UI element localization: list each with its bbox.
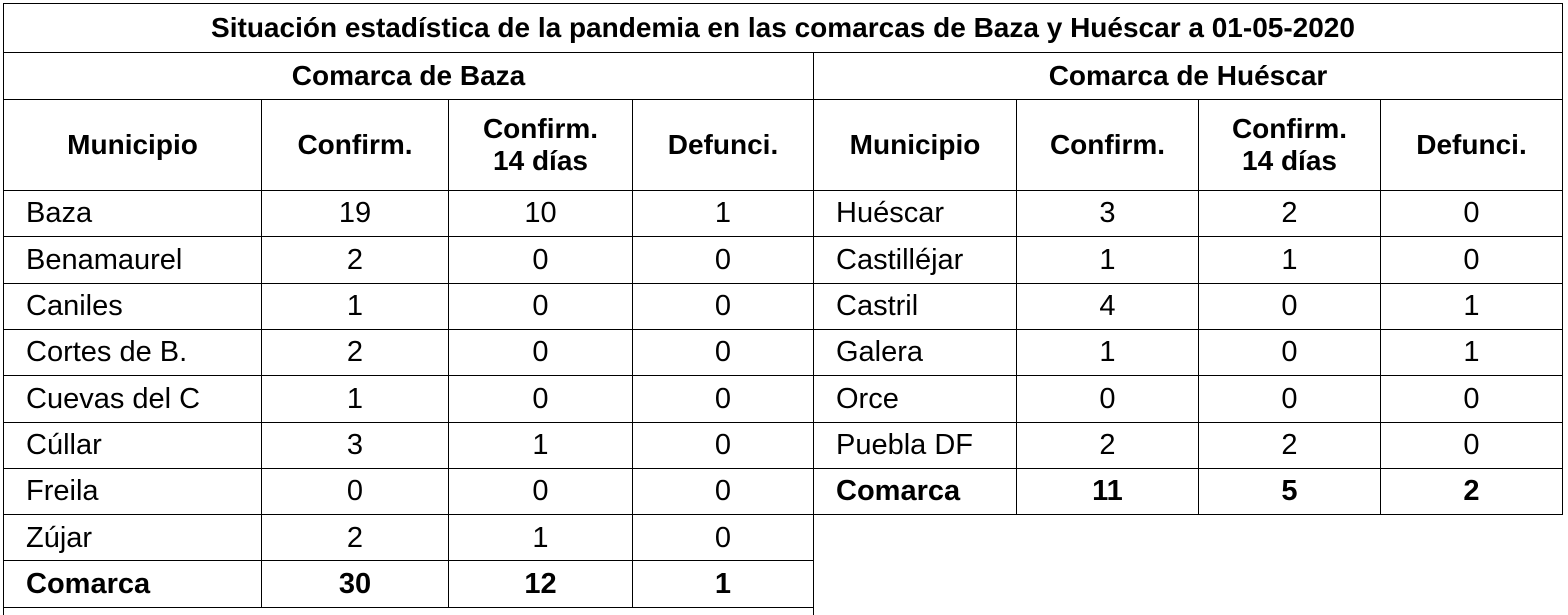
huescar-cell-defunci: 0: [1463, 428, 1480, 461]
baza-row-line: [3, 375, 814, 376]
huescar-row-line: [813, 236, 1563, 237]
baza-cell-defunci: 0: [714, 336, 732, 369]
huescar-cell-defunci: 1: [1463, 290, 1480, 323]
baza-cell-confirm14: 0: [532, 336, 549, 369]
baza-cell-defunci: 0: [714, 428, 732, 461]
baza-cell-defunci: 0: [714, 521, 732, 554]
baza-col-line: [448, 99, 449, 608]
baza-cell-municipio: Cúllar: [26, 428, 102, 461]
huescar-cell-municipio: Huéscar: [836, 197, 944, 230]
huescar-heading: Comarca de Huéscar: [1048, 59, 1328, 91]
huescar-header-municipio: Municipio: [849, 128, 981, 160]
baza-row-line: [3, 514, 814, 515]
baza-row-line: [3, 329, 814, 330]
baza-row-line: [3, 236, 814, 237]
baza-cell-confirm: 0: [346, 475, 364, 508]
baza-row-line: [3, 560, 814, 561]
baza-total-municipio: Comarca: [26, 567, 151, 600]
baza-cell-confirm14: 1: [532, 428, 549, 461]
baza-cell-confirm14: 0: [532, 475, 549, 508]
huescar-total-defunci: 2: [1463, 475, 1480, 508]
huescar-cell-defunci: 0: [1463, 197, 1480, 230]
huescar-total-confirm: 11: [1092, 475, 1123, 508]
baza-cell-confirm: 19: [338, 197, 372, 230]
baza-header-municipio: Municipio: [67, 128, 198, 160]
border-right-title: [1562, 3, 1563, 52]
baza-cell-confirm14: 0: [532, 290, 549, 323]
huescar-row-line: [813, 468, 1563, 469]
huescar-cell-defunci: 0: [1463, 243, 1480, 276]
border-left: [3, 3, 4, 615]
huescar-cell-confirm14: 0: [1281, 336, 1298, 369]
border-heading-bottom: [3, 99, 1563, 100]
border-top: [3, 3, 1563, 4]
baza-header-defunci: Defunci.: [667, 128, 779, 160]
baza-cell-municipio: Baza: [26, 197, 93, 230]
baza-cell-defunci: 0: [714, 243, 732, 276]
baza-cell-municipio: Cuevas del C: [26, 382, 201, 415]
baza-col-line: [261, 99, 262, 608]
baza-col-line: [632, 99, 633, 608]
huescar-total-municipio: Comarca: [836, 475, 961, 508]
baza-cell-confirm14: 1: [532, 521, 549, 554]
baza-cell-confirm14: 0: [532, 382, 549, 415]
huescar-cell-confirm14: 0: [1281, 382, 1298, 415]
huescar-cell-municipio: Castilléjar: [836, 243, 964, 276]
border-right: [1562, 52, 1563, 515]
huescar-row-line: [813, 422, 1563, 423]
baza-cell-municipio: Cortes de B.: [26, 336, 188, 369]
huescar-cell-confirm14: 2: [1281, 197, 1298, 230]
baza-cell-confirm14: 10: [524, 197, 557, 230]
huescar-cell-confirm: 1: [1099, 336, 1116, 369]
huescar-cell-defunci: 1: [1463, 336, 1480, 369]
huescar-cell-municipio: Orce: [836, 382, 899, 415]
baza-cell-confirm14: 0: [532, 243, 549, 276]
huescar-cell-confirm14: 2: [1281, 428, 1298, 461]
baza-cell-municipio: Caniles: [26, 290, 123, 323]
baza-row-line: [3, 283, 814, 284]
huescar-row-line: [813, 329, 1563, 330]
baza-cell-municipio: Benamaurel: [26, 243, 183, 276]
baza-cell-defunci: 1: [714, 197, 732, 230]
huescar-header-confirm: Confirm.: [1049, 128, 1166, 160]
baza-cell-municipio: Zújar: [26, 521, 93, 554]
huescar-col-line: [1016, 99, 1017, 515]
baza-header-confirm14-line2: 14 días: [493, 145, 588, 176]
huescar-header-confirm14-line2: 14 días: [1242, 145, 1337, 176]
huescar-cell-confirm14: 0: [1281, 290, 1298, 323]
huescar-row-line: [813, 375, 1563, 376]
baza-cell-defunci: 0: [714, 475, 732, 508]
baza-total-confirm14: 12: [524, 567, 557, 600]
baza-cell-confirm: 1: [346, 290, 364, 323]
huescar-cell-municipio: Galera: [836, 336, 924, 369]
huescar-cell-defunci: 0: [1463, 382, 1480, 415]
huescar-cell-confirm: 1: [1099, 243, 1116, 276]
baza-header-confirm14-line1: Confirm.: [482, 112, 599, 144]
border-header-bottom: [3, 190, 1563, 191]
baza-cell-confirm: 1: [346, 382, 364, 415]
huescar-row-line: [813, 514, 1563, 515]
baza-heading: Comarca de Baza: [291, 59, 526, 91]
huescar-row-line: [813, 283, 1563, 284]
baza-header-confirm: Confirm.: [297, 128, 413, 160]
huescar-header-confirm14-line1: Confirm.: [1231, 112, 1348, 144]
huescar-header-confirm14: [1199, 100, 1380, 190]
section-divider: [813, 52, 814, 615]
border-title-bottom: [3, 52, 1563, 53]
baza-cell-defunci: 0: [714, 290, 732, 323]
baza-cell-confirm: 2: [346, 521, 364, 554]
huescar-cell-confirm: 0: [1099, 382, 1116, 415]
huescar-total-confirm14: 5: [1281, 475, 1298, 508]
baza-total-defunci: 1: [714, 567, 732, 600]
huescar-cell-confirm: 4: [1099, 290, 1116, 323]
huescar-col-line: [1198, 99, 1199, 515]
baza-total-confirm: 30: [338, 567, 372, 600]
baza-header-confirm14: [449, 100, 632, 190]
huescar-cell-confirm: 2: [1099, 428, 1116, 461]
huescar-header-defunci: Defunci.: [1416, 128, 1527, 160]
baza-row-line: [3, 422, 814, 423]
huescar-cell-confirm14: 1: [1281, 243, 1298, 276]
baza-cell-defunci: 0: [714, 382, 732, 415]
baza-row-line: [3, 607, 814, 608]
huescar-cell-municipio: Castril: [836, 290, 919, 323]
table-title: Situación estadística de la pandemia en las comarcas de Baza y Huéscar a 01-05-2020: [211, 11, 1355, 43]
baza-cell-confirm: 3: [346, 428, 364, 461]
baza-cell-municipio: Freila: [26, 475, 99, 508]
baza-cell-confirm: 2: [346, 243, 364, 276]
baza-row-line: [3, 468, 814, 469]
huescar-cell-municipio: Puebla DF: [836, 428, 974, 461]
baza-cell-confirm: 2: [346, 336, 364, 369]
huescar-cell-confirm: 3: [1099, 197, 1116, 230]
huescar-col-line: [1380, 99, 1381, 515]
